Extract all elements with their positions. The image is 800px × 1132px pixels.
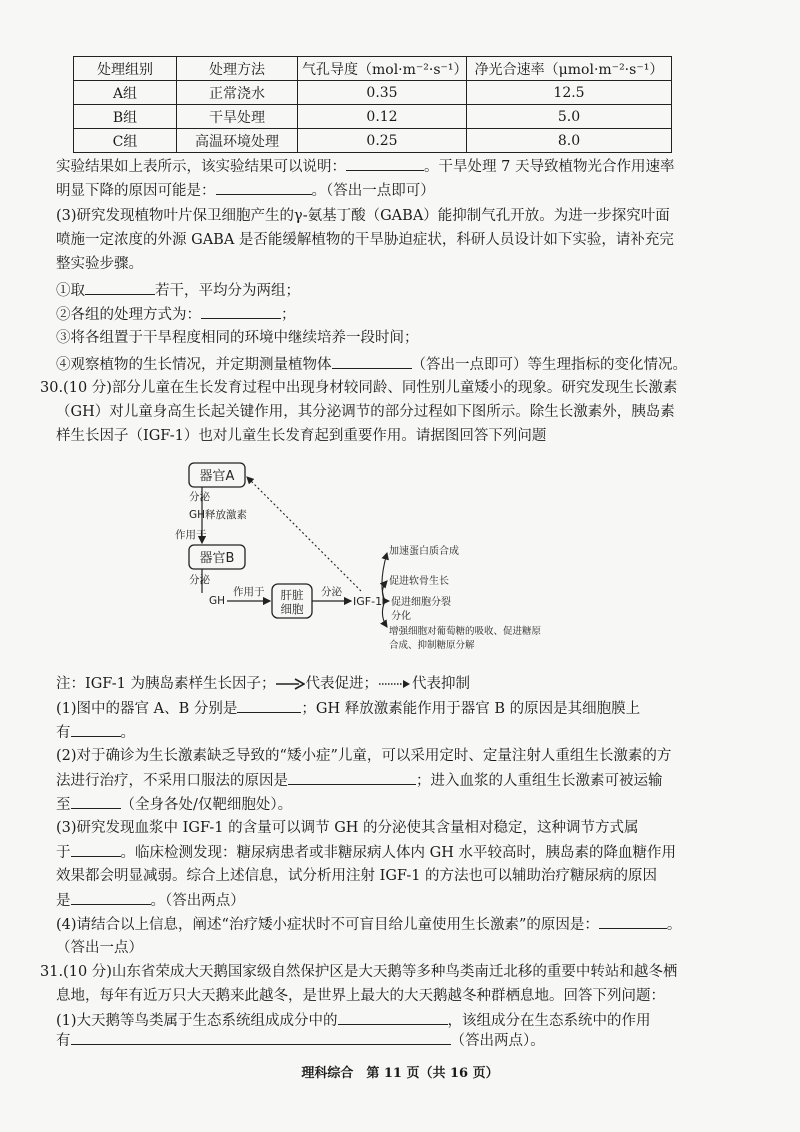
- liver-label: 肝脏: [280, 588, 304, 602]
- arrow-to-effect-2: [382, 581, 387, 601]
- table-cell: C组: [74, 129, 177, 153]
- answer-blank[interactable]: [288, 770, 416, 785]
- experiment-table: [73, 56, 672, 153]
- effect-cell-division: 促进细胞分裂: [391, 597, 451, 608]
- table-cell: 高温环境处理: [177, 129, 298, 153]
- answer-blank[interactable]: [599, 914, 667, 929]
- inhibition-arrow-igf-to-a: [247, 477, 361, 591]
- effect-glycogen: 合成、抑制糖原分解: [389, 640, 475, 651]
- q29-part3-line2: 喷施一定浓度的外源 GABA 是否能缓解植物的干旱胁迫症状，科研人员设计如下实验，请补充完: [56, 232, 674, 248]
- q30-part2-line2: 法进行治疗，不采用口服法的原因是 ；进入血浆的人重组生长激素可被运输: [56, 770, 663, 791]
- q30-part3-line4: 是 。（答出两点）: [56, 890, 245, 911]
- answer-blank[interactable]: [71, 842, 121, 857]
- q30-part3-line1: (3)研究发现血浆中 IGF-1 的含量可以调节 GH 的分泌使其含量相对稳定，这种调节方式属: [56, 820, 639, 836]
- answer-blank[interactable]: [85, 280, 155, 295]
- q29-step2: ②各组的处理方式为： ；: [56, 304, 296, 325]
- q30-intro-line3: 样生长因子（IGF-1）也对儿童生长发育起到重要作用。请据图回答下列问题: [56, 428, 547, 444]
- answer-blank[interactable]: [216, 180, 312, 195]
- table-header-cell: 处理方法: [177, 57, 298, 81]
- diagram-legend-note: 注：IGF-1 为胰岛素样生长因子； 代表促进； 代表抑制: [56, 676, 470, 692]
- page-footer: 理科综合 第 11 页（共 16 页）: [301, 1066, 499, 1081]
- table-row: [74, 105, 672, 129]
- q29-step1: ①取 若干，平均分为两组；: [56, 280, 300, 301]
- table-cell: 0.35: [298, 81, 467, 105]
- gh-regulation-diagram: [175, 455, 575, 660]
- answer-blank[interactable]: [237, 698, 301, 713]
- acts-on-label: 作用于: [175, 529, 207, 541]
- answer-blank[interactable]: [332, 354, 412, 369]
- table-cell: 干旱处理: [177, 105, 298, 129]
- table-row: [74, 129, 672, 153]
- effect-glucose-uptake: 增强细胞对葡萄糖的吸收、促进糖原: [389, 626, 542, 637]
- q30-part4-line1: (4)请结合以上信息，阐述“治疗矮小症状时不可盲目给儿童使用生长激素”的原因是： 。: [56, 914, 681, 935]
- table-header-cell: 处理组别: [74, 57, 177, 81]
- q30-part1-line1: (1)图中的器官 A、B 分别是 ；GH 释放激素能作用于器官 B 的原因是其细胞膜上: [56, 698, 640, 719]
- q31-intro-line1: 31.(10 分)山东省荣成大天鹅国家级自然保护区是大天鹅等多种鸟类南迁北移的重要中转站和越冬栖: [40, 964, 678, 980]
- effect-differentiation: 分化: [391, 611, 411, 622]
- answer-blank[interactable]: [346, 156, 424, 171]
- table-cell: 8.0: [467, 129, 672, 153]
- q30-part2-line1: (2)对于确诊为生长激素缺乏导致的“矮小症”儿童，可以采用定时、定量注射人重组生长激素的方: [56, 748, 672, 764]
- q29-step4: ④观察植物的生长情况，并定期测量植物体 （答出一点即可）等生理指标的变化情况。: [56, 354, 687, 375]
- effect-cartilage-growth: 促进软骨生长: [389, 576, 449, 587]
- table-cell: 5.0: [467, 105, 672, 129]
- q29-part3-line1: (3)研究发现植物叶片保卫细胞产生的γ-氨基丁酸（GABA）能抑制气孔开放。为进一步探究叶面: [56, 208, 670, 224]
- arrow-to-effect-4: [382, 601, 387, 627]
- promote-arrow-icon: [275, 678, 305, 690]
- answer-blank[interactable]: [338, 1010, 448, 1025]
- igf-label: IGF-1: [353, 595, 383, 608]
- secrete-label: 分泌: [321, 586, 342, 598]
- q31-part1-line1: (1)大天鹅等鸟类属于生态系统组成成分中的 ，该组成分在生态系统中的作用: [56, 1010, 651, 1031]
- q30-part1-line2: 有 。: [56, 722, 135, 743]
- answer-blank[interactable]: [201, 304, 281, 319]
- q30-intro-line2: （GH）对儿童身高生长起关键作用，其分泌调节的部分过程如下图所示。除生长激素外，胰岛素: [56, 404, 675, 420]
- organ-b-label: 器官B: [199, 551, 235, 566]
- answer-blank[interactable]: [71, 722, 121, 737]
- acts-on-label: 作用于: [233, 586, 265, 598]
- secrete-label: 分泌: [189, 491, 210, 503]
- table-header-cell: 净光合速率（μmol·m⁻²·s⁻¹）: [467, 57, 672, 81]
- q29-part3-line3: 整实验步骤。: [56, 256, 143, 272]
- table-cell: 正常浇水: [177, 81, 298, 105]
- q29-reason-line: 明显下降的原因可能是： 。（答出一点即可）: [56, 180, 435, 201]
- secrete-label: 分泌: [189, 574, 210, 586]
- table-cell: 0.25: [298, 129, 467, 153]
- q30-part3-line3: 效果都会明显减弱。综合上述信息，试分析用注射 IGF-1 的方法也可以辅助治疗糖尿病的原因: [56, 868, 658, 884]
- q30-part3-line2: 于 。临床检测发现：糖尿病患者或非糖尿病人体内 GH 水平较高时，胰岛素的降血糖作用: [56, 842, 676, 863]
- q29-step3: ③将各组置于干旱程度相同的环境中继续培养一段时间；: [56, 330, 419, 346]
- table-cell: 12.5: [467, 81, 672, 105]
- answer-blank[interactable]: [71, 1030, 451, 1045]
- table-cell: B组: [74, 105, 177, 129]
- effect-protein-synthesis: 加速蛋白质合成: [389, 546, 459, 557]
- q31-intro-line2: 息地，每年有近万只大天鹅来此越冬，是世界上最大的大天鹅越冬种群栖息地。回答下列问题：: [56, 988, 665, 1004]
- table-row: [74, 81, 672, 105]
- answer-blank[interactable]: [71, 794, 121, 809]
- organ-a-label: 器官A: [199, 469, 235, 484]
- gh-label: GH: [209, 595, 226, 607]
- q31-part1-line2: 有 （答出两点）。: [56, 1030, 545, 1051]
- table-cell: A组: [74, 81, 177, 105]
- inhibit-arrow-icon: [378, 678, 412, 690]
- table-cell: 0.12: [298, 105, 467, 129]
- table-header-cell: 气孔导度（mol·m⁻²·s⁻¹）: [298, 57, 467, 81]
- ghrh-label: GH释放激素: [189, 509, 248, 521]
- q30-part2-line3: 至 （全身各处/仅靶细胞处）。: [56, 794, 292, 815]
- table-header-row: [74, 57, 672, 81]
- q30-part4-line2: （答出一点）: [56, 940, 143, 956]
- q29-result-line: 实验结果如上表所示，该实验结果可以说明： 。干旱处理 7 天导致植物光合作用速率: [56, 156, 674, 177]
- liver-label: 细胞: [280, 602, 304, 616]
- q30-intro-line1: 30.(10 分)部分儿童在生长发育过程中出现身材较同龄、同性别儿童矮小的现象。研究发现生长激素: [40, 380, 678, 396]
- answer-blank[interactable]: [71, 890, 151, 905]
